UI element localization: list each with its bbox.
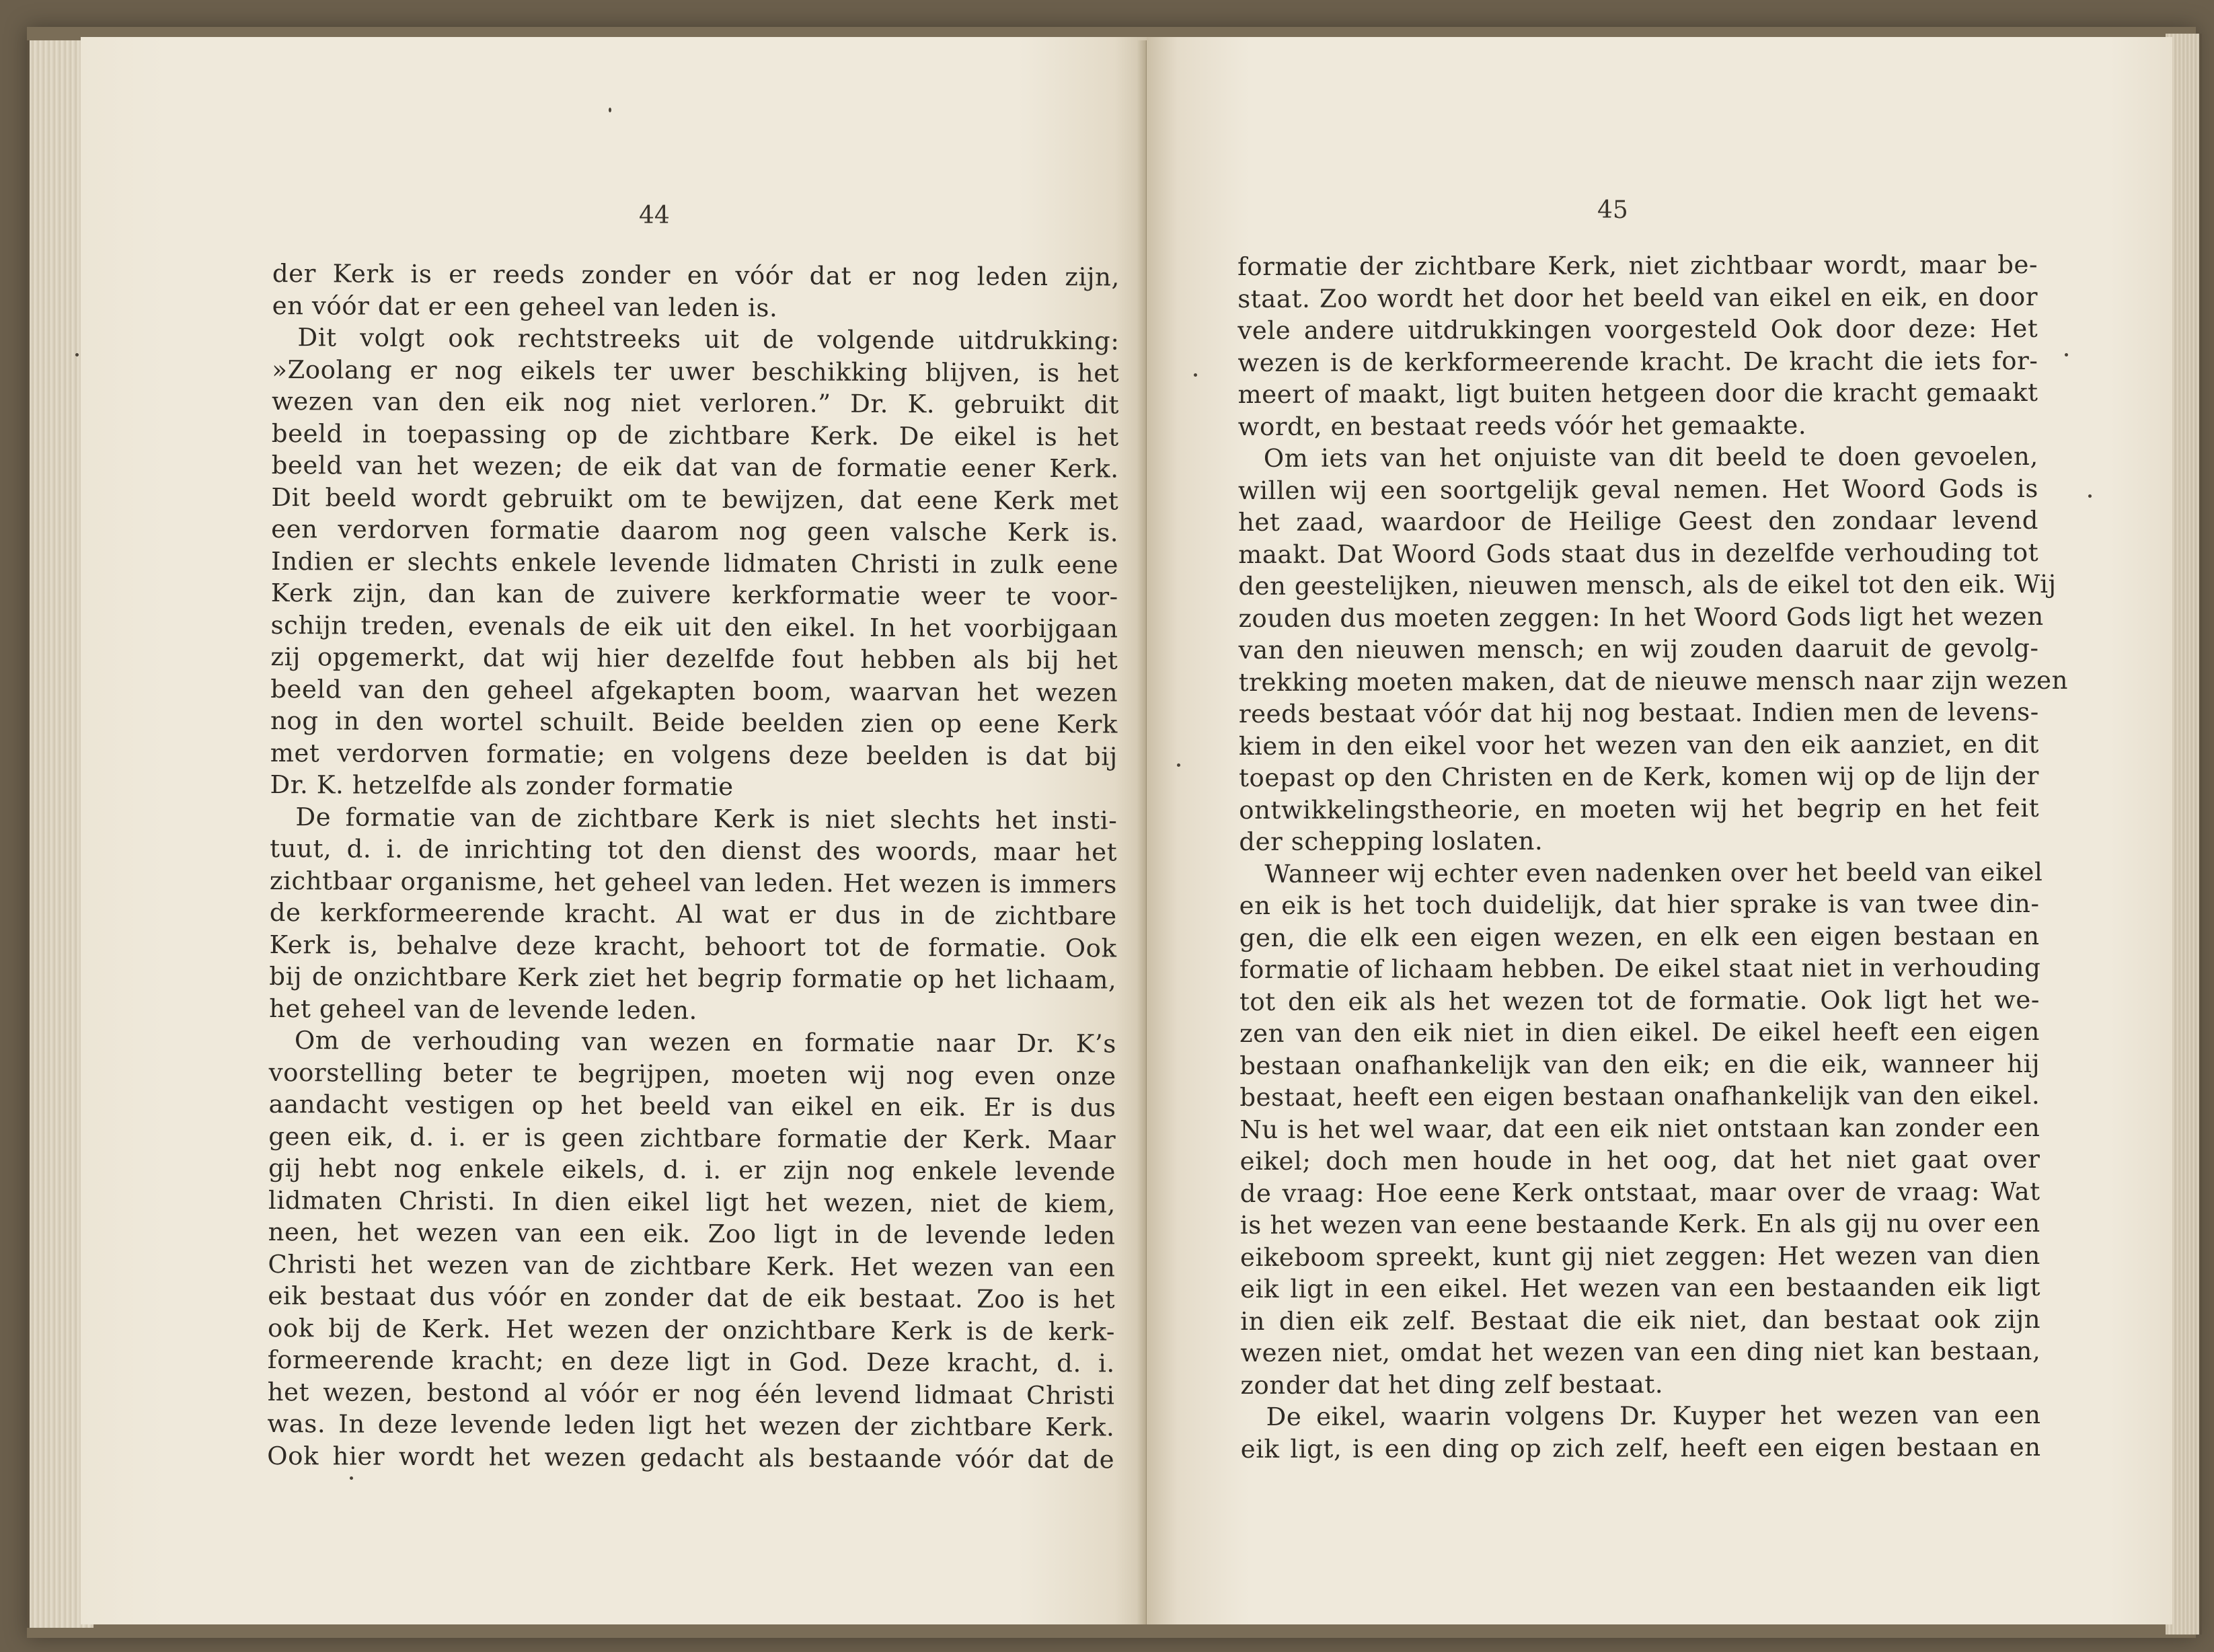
text-line: der Kerk is er reeds zonder en vóór dat er nog leden zijn, (272, 258, 1120, 292)
text-line: Kerk is, behalve deze kracht, behoort tot de formatie. Ook (269, 930, 1117, 963)
text-line: een verdorven formatie daarom nog geen valsche Kerk is. (271, 514, 1119, 548)
text-line: Indien er slechts enkele levende lidmaten Christi in zulk eene (270, 546, 1119, 579)
text-line: Om iets van het onjuiste van dit beeld te doen gevoelen, (1263, 441, 2038, 473)
text-line: beeld van den geheel afgekapten boom, waarvan het wezen (270, 674, 1118, 707)
text-line: ook bij de Kerk. Het wezen der onzichtbare Kerk is de kerk- (267, 1313, 1116, 1346)
text-line: aandacht vestigen op het beeld van eikel en eik. Er is dus (268, 1089, 1116, 1123)
text-line: wezen niet, omdat het wezen van een ding niet kan bestaan, (1240, 1336, 2041, 1367)
ink-speck (350, 1476, 353, 1480)
text-line: trekking moeten maken, dat de nieuwe mensch naar zijn wezen (1238, 665, 2069, 697)
ink-speck (609, 108, 611, 112)
text-line: Ook hier wordt het wezen gedacht als bestaande vóór dat de (267, 1441, 1115, 1474)
text-line: voorstelling beter te begrijpen, moeten wij nog even onze (268, 1057, 1116, 1090)
text-line: eikel; doch men houde in het oog, dat het niet gaat over (1239, 1144, 2040, 1176)
text-line: de kerkformeerende kracht. Al wat er dus in de zichtbare (269, 897, 1117, 931)
text-line: beeld in toepassing op de zichtbare Kerk. De eikel is het (271, 418, 1119, 451)
text-line: De eikel, waarin volgens Dr. Kuyper het wezen van een (1266, 1400, 2041, 1431)
text-line: bij de onzichtbare Kerk ziet het begrip formatie op het lichaam, (269, 961, 1117, 995)
text-line: vele andere uitdrukkingen voorgesteld Ook door deze: Het (1237, 313, 2038, 345)
text-line: nog in den wortel schuilt. Beide beelden zien op eene Kerk (270, 706, 1118, 739)
text-line: Dit volgt ook rechtstreeks uit de volgende uitdrukking: (297, 323, 1120, 356)
text-line: reeds bestaat vóór dat hij nog bestaat. Indien men de levens- (1238, 697, 2039, 728)
text-line: neen, het wezen van een eik. Zoo ligt in de levende leden (268, 1217, 1116, 1250)
text-line: eikeboom spreekt, kunt gij niet zeggen: Het wezen van dien (1239, 1240, 2040, 1272)
text-line: de vraag: Hoe eene Kerk ontstaat, maar over de vraag: Wat (1239, 1176, 2040, 1208)
text-line: Kerk zijn, dan kan de zuivere kerkformatie weer te voor- (270, 578, 1118, 611)
text-line: Dit beeld wordt gebruikt om te bewijzen, dat eene Kerk met (271, 482, 1119, 515)
text-line: Christi het wezen van de zichtbare Kerk. Het wezen van een (268, 1249, 1116, 1282)
ink-speck (1194, 373, 1197, 377)
page-number: 44 (639, 202, 670, 229)
text-line: »Zoolang er nog eikels ter uwer beschikking blijven, is het (272, 354, 1120, 387)
body-text (267, 258, 1120, 1475)
text-line: formatie of lichaam hebben. De eikel staat niet in verhouding (1239, 952, 2041, 984)
text-line: schijn treden, evenals de eik uit den eikel. In het voorbijgaan (270, 610, 1118, 643)
text-line: eik ligt in een eikel. Het wezen van een bestaanden eik ligt (1239, 1272, 2041, 1304)
text-line: wordt, en bestaat reeds vóór het gemaakte. (1237, 410, 1807, 441)
ink-speck (2088, 494, 2092, 498)
text-line: der schepping loslaten. (1239, 826, 1543, 856)
ink-speck (2065, 353, 2068, 356)
text-line: in dien eik zelf. Bestaat die eik niet, dan bestaat ook zijn (1240, 1304, 2041, 1336)
text-line: meert of maakt, ligt buiten hetgeen door die kracht gemaakt (1237, 377, 2038, 409)
text-line: beeld van het wezen; de eik dat van de formatie eener Kerk. (271, 450, 1119, 484)
text-line: lidmaten Christi. In dien eikel ligt het wezen, niet de kiem, (268, 1185, 1116, 1218)
text-line: zonder dat het ding zelf bestaat. (1240, 1369, 1664, 1400)
text-line: eik bestaat dus vóór en zonder dat de eik bestaat. Zoo is het (268, 1281, 1116, 1314)
text-line: tuut, d. i. de inrichting tot den dienst des woords, maar het (270, 833, 1118, 867)
text-line: zichtbaar organisme, het geheel van leden. Het wezen is immers (269, 866, 1118, 899)
text-line: den geestelijken, nieuwen mensch, als de eikel tot den eik. Wij (1238, 569, 2057, 601)
text-line: Om de verhouding van wezen en formatie naar Dr. K’s (294, 1026, 1117, 1059)
text-line: eik ligt, is een ding op zich zelf, heeft een eigen bestaan en (1240, 1432, 2041, 1464)
ink-speck (75, 353, 79, 356)
text-line: wezen van den eik nog niet verloren.” Dr. K. gebruikt dit (271, 386, 1120, 420)
text-line: het geheel van de levende leden. (269, 993, 698, 1025)
text-line: het zaad, waardoor de Heilige Geest den zondaar levend (1238, 505, 2039, 537)
text-line: zouden dus moeten zeggen: In het Woord Gods ligt het wezen (1238, 601, 2044, 633)
text-line: bestaat, heeft een eigen bestaan onafhankelijk van den eikel. (1239, 1080, 2040, 1112)
text-line: wezen is de kerkformeerende kracht. De kracht die iets for- (1237, 346, 2038, 377)
text-line: gen, die elk een eigen wezen, en elk een eigen bestaan en (1239, 921, 2040, 952)
text-line: Wanneer wij echter even nadenken over het beeld van eikel (1264, 857, 2043, 889)
text-line: en vóór dat er een geheel van leden is. (272, 291, 778, 322)
text-line: geen eik, d. i. er is geen zichtbare formatie der Kerk. Maar (268, 1121, 1116, 1154)
text-line: Dr. K. hetzelfde als zonder formatie (270, 769, 734, 801)
text-line: het wezen, bestond al vóór er nog één levend lidmaat Christi (267, 1377, 1115, 1410)
text-line: van den nieuwen mensch; en wij zouden daaruit de gevolg- (1238, 633, 2039, 665)
text-line: tot den eik als het wezen tot de formatie. Ook ligt het we- (1239, 985, 2040, 1016)
text-line: met verdorven formatie; en volgens deze beelden is dat bij (270, 738, 1118, 771)
text-line: Nu is het wel waar, dat een eik niet ontstaan kan zonder een (1239, 1113, 2040, 1144)
text-line: zij opgemerkt, dat wij hier dezelfde fout hebben als bij het (270, 642, 1118, 675)
text-line: kiem in den eikel voor het wezen van den eik aanziet, en dit (1238, 729, 2039, 761)
text-line: ontwikkelingstheorie, en moeten wij het begrip en het feit (1239, 793, 2040, 825)
page-number: 45 (1597, 196, 1628, 224)
text-line: willen wij een soortgelijk geval nemen. Het Woord Gods is (1237, 474, 2038, 505)
text-line: gij hebt nog enkele eikels, d. i. er zijn nog enkele levende (268, 1153, 1116, 1187)
text-line: zen van den eik niet in dien eikel. De eikel heeft een eigen (1239, 1016, 2040, 1048)
text-line: formatie der zichtbare Kerk, niet zichtbaar wordt, maar be- (1237, 250, 2038, 281)
text-line: staat. Zoo wordt het door het beeld van eikel en eik, en door (1237, 282, 2038, 313)
text-line: en eik is het toch duidelijk, dat hier sprake is van twee din- (1239, 889, 2040, 920)
body-text (1237, 249, 2069, 1465)
text-line: bestaan onafhankelijk van den eik; en die eik, wanneer hij (1239, 1049, 2040, 1080)
text-line: maakt. Dat Woord Gods staat dus in dezelfde verhouding tot (1238, 537, 2039, 569)
text-line: formeerende kracht; en deze ligt in God. Deze kracht, d. i. (267, 1345, 1115, 1378)
ink-speck (1177, 763, 1180, 767)
right-page (1147, 37, 2172, 1624)
text-line: toepast op den Christen en de Kerk, komen wij op de lijn der (1238, 761, 2040, 792)
left-page (81, 37, 1147, 1624)
text-line: De formatie van de zichtbare Kerk is niet slechts het insti- (295, 802, 1118, 835)
text-line: was. In deze levende leden ligt het wezen der zichtbare Kerk. (267, 1409, 1115, 1442)
text-line: is het wezen van eene bestaande Kerk. En als gij nu over een (1239, 1208, 2040, 1240)
